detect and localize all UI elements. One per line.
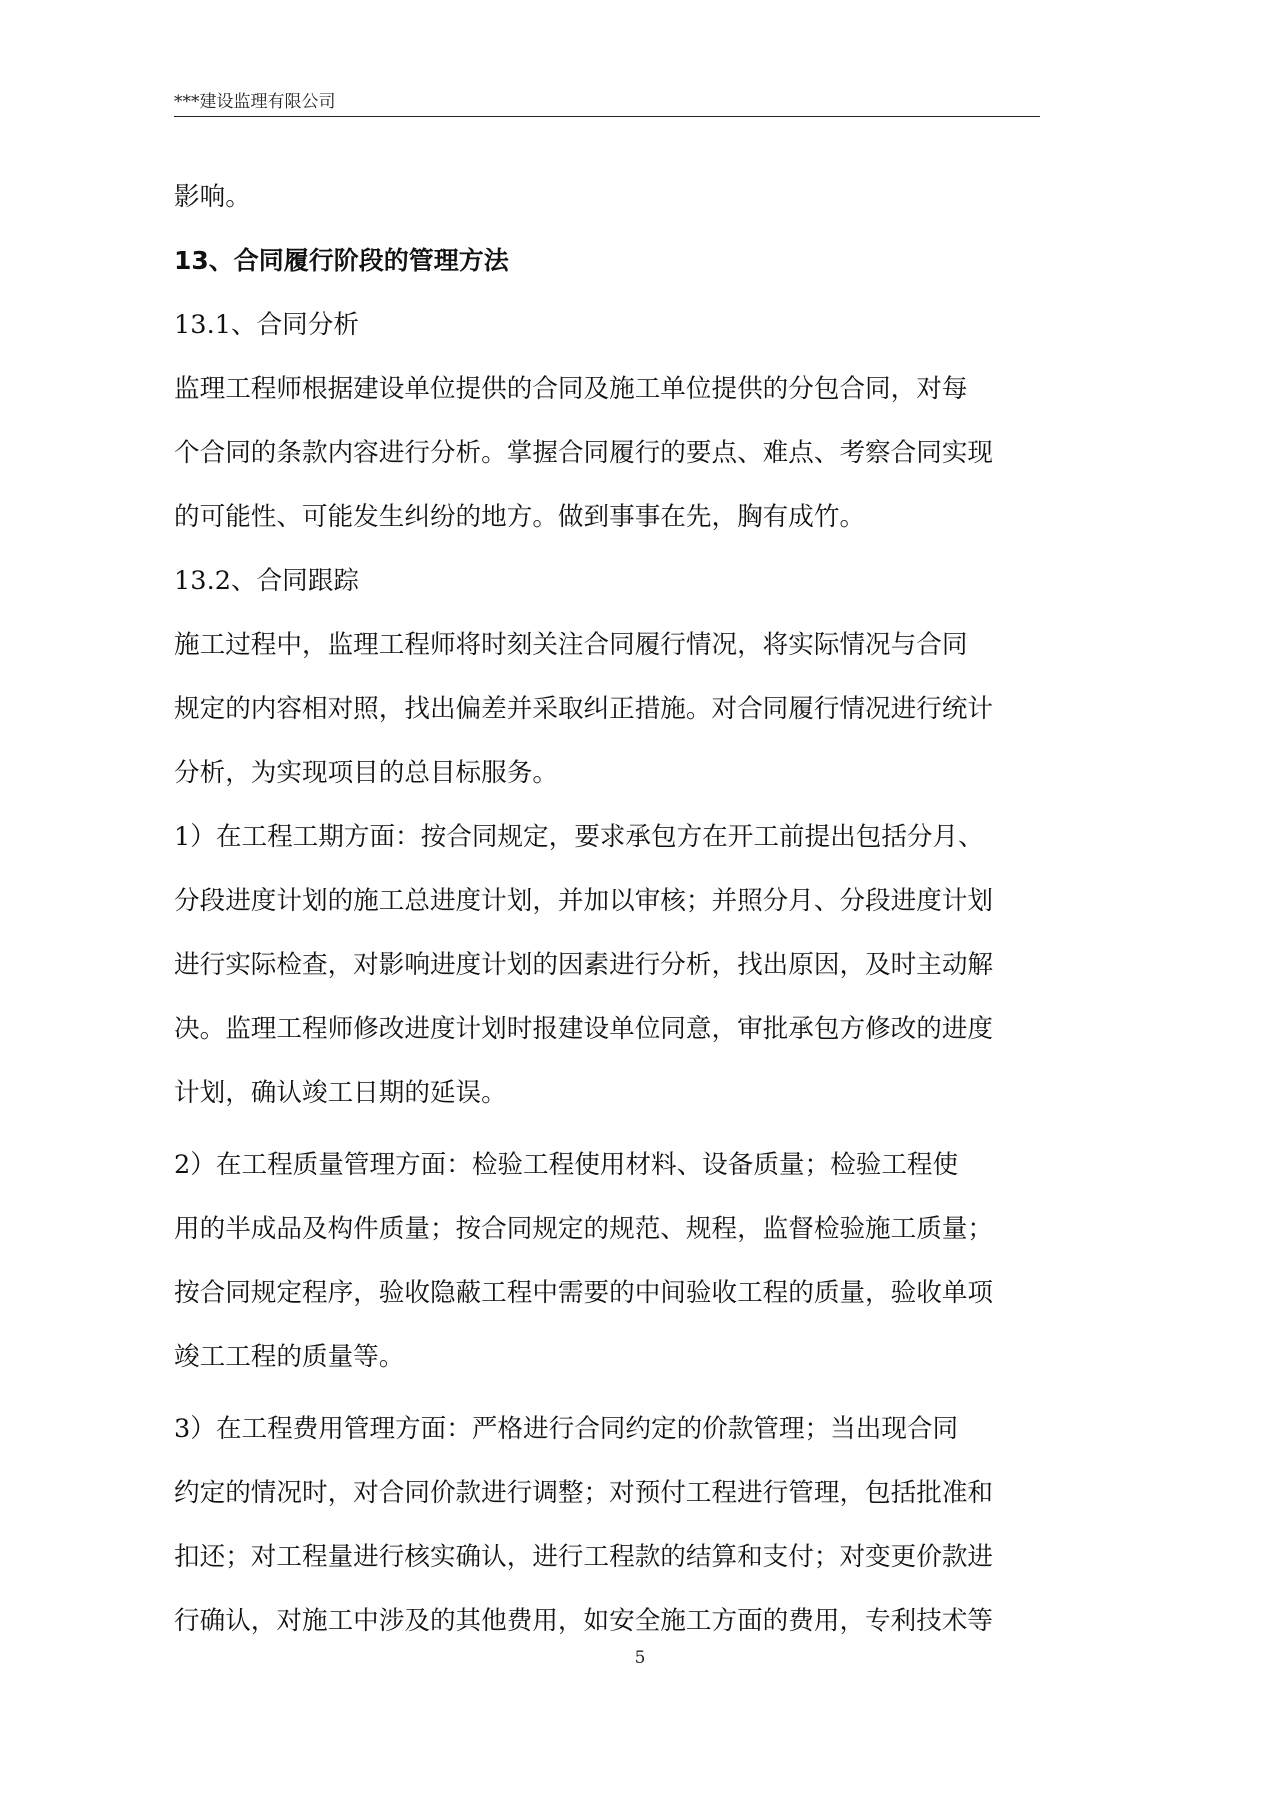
body-line: 决。监理工程师修改进度计划时报建设单位同意，审批承包方修改的进度	[174, 1014, 994, 1044]
body-line: 1）在工程工期方面：按合同规定，要求承包方在开工前提出包括分月、	[174, 822, 984, 852]
paragraph-gap	[174, 1389, 1124, 1397]
body-line: 3）在工程费用管理方面：严格进行合同约定的价款管理；当出现合同	[174, 1414, 959, 1444]
page-header	[174, 90, 1040, 117]
body-line: 竣工工程的质量等。	[174, 1342, 405, 1372]
body-line: 计划，确认竣工日期的延误。	[174, 1078, 507, 1108]
body-line: 约定的情况时，对合同价款进行调整；对预付工程进行管理，包括批准和	[174, 1478, 994, 1508]
body-line: 行确认，对施工中涉及的其他费用，如安全施工方面的费用，专利技术等	[174, 1606, 994, 1636]
document-body	[174, 165, 1124, 1653]
subsection-heading: 13.2、合同跟踪	[174, 566, 359, 596]
body-line: 监理工程师根据建设单位提供的合同及施工单位提供的分包合同，对每	[174, 374, 968, 404]
section-heading: 13、合同履行阶段的管理方法	[174, 246, 509, 275]
body-line: 分析，为实现项目的总目标服务。	[174, 758, 558, 788]
page-number: 5	[634, 1648, 646, 1668]
paragraph-gap	[174, 1125, 1124, 1133]
body-line: 施工过程中，监理工程师将时刻关注合同履行情况，将实际情况与合同	[174, 630, 968, 660]
body-line: 规定的内容相对照，找出偏差并采取纠正措施。对合同履行情况进行统计	[174, 694, 994, 724]
company-name: ***建设监理有限公司	[174, 92, 336, 112]
body-line: 按合同规定程序，验收隐蔽工程中需要的中间验收工程的质量，验收单项	[174, 1278, 994, 1308]
body-line: 用的半成品及构件质量；按合同规定的规范、规程，监督检验施工质量；	[174, 1214, 994, 1244]
body-line: 影响。	[174, 182, 251, 212]
body-line: 个合同的条款内容进行分析。掌握合同履行的要点、难点、考察合同实现	[174, 438, 994, 468]
body-line: 进行实际检查，对影响进度计划的因素进行分析，找出原因，及时主动解	[174, 950, 994, 980]
body-line: 2）在工程质量管理方面：检验工程使用材料、设备质量；检验工程使	[174, 1150, 959, 1180]
body-line: 的可能性、可能发生纠纷的地方。做到事事在先，胸有成竹。	[174, 502, 866, 532]
subsection-heading: 13.1、合同分析	[174, 310, 359, 340]
body-line: 扣还；对工程量进行核实确认，进行工程款的结算和支付；对变更价款进	[174, 1542, 994, 1572]
body-line: 分段进度计划的施工总进度计划，并加以审核；并照分月、分段进度计划	[174, 886, 994, 916]
